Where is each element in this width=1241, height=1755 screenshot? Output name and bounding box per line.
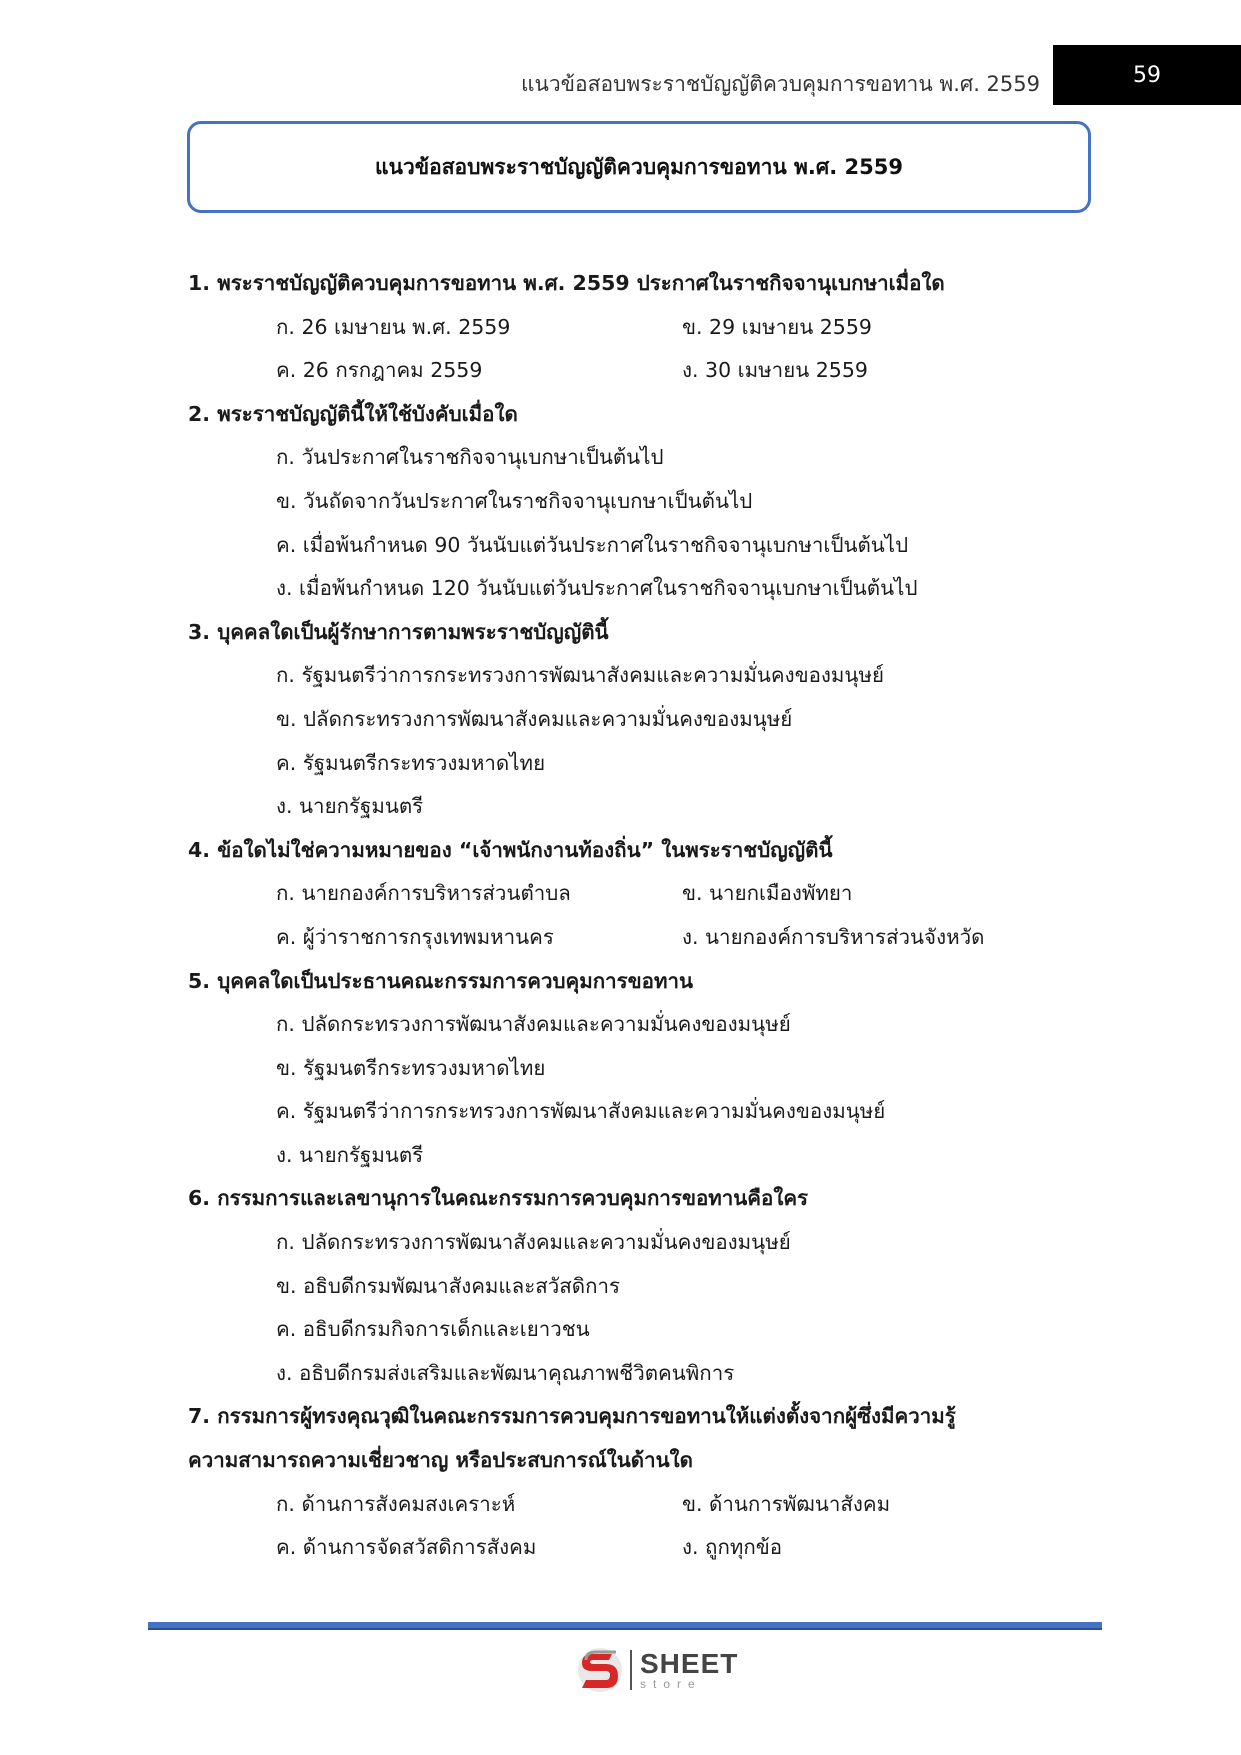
answer-option: ก. 26 เมษายน พ.ศ. 2559 <box>276 314 511 339</box>
sheet-store-logo <box>576 1644 738 1696</box>
answer-option: ค. ด้านการจัดสวัสดิการสังคม <box>276 1535 537 1560</box>
answer-option: ค. อธิบดีกรมกิจการเด็กและเยาวชน <box>276 1317 590 1342</box>
answer-option: ข. 29 เมษายน 2559 <box>682 314 872 339</box>
answer-option: ง. ถูกทุกข้อ <box>682 1535 783 1560</box>
answer-option: ข. ปลัดกระทรวงการพัฒนาสังคมและความมั่นคงของมนุษย์ <box>276 706 793 731</box>
answer-option: ค. ผู้ว่าราชการกรุงเทพมหานคร <box>276 924 554 949</box>
logo-wordmark: SHEET <box>640 1648 739 1679</box>
answer-option-row <box>188 916 1088 960</box>
answer-option: ง. เมื่อพ้นกำหนด 120 วันนับแต่วันประกาศในราชกิจจานุเบกษาเป็นต้นไป <box>276 576 918 601</box>
question-text: 4. ข้อใดไม่ใช่ความหมายของ “เจ้าพนักงานท้องถิ่น” ในพระราชบัญญัตินี้ <box>188 837 833 862</box>
answer-option: ก. ด้านการสังคมสงเคราะห์ <box>276 1491 516 1516</box>
running-header: แนวข้อสอบพระราชบัญญัติควบคุมการขอทาน พ.ศ. 2559 <box>520 72 1040 96</box>
answer-option: ข. รัฐมนตรีกระทรวงมหาดไทย <box>276 1055 546 1080</box>
answer-option: ก. ปลัดกระทรวงการพัฒนาสังคมและความมั่นคงของมนุษย์ <box>276 1012 791 1037</box>
answer-option: ข. นายกเมืองพัทยา <box>682 881 853 906</box>
answer-option: ง. นายกองค์การบริหารส่วนจังหวัด <box>682 924 985 949</box>
answer-option: ข. อธิบดีกรมพัฒนาสังคมและสวัสดิการ <box>276 1273 621 1298</box>
question-text: 6. กรรมการและเลขานุการในคณะกรรมการควบคุมการขอทานคือใคร <box>188 1186 809 1211</box>
answer-option: ก. นายกองค์การบริหารส่วนตำบล <box>276 881 571 906</box>
answer-option: ค. เมื่อพ้นกำหนด 90 วันนับแต่วันประกาศในราชกิจจานุเบกษาเป็นต้นไป <box>276 532 909 557</box>
answer-option: ง. อธิบดีกรมส่งเสริมและพัฒนาคุณภาพชีวิตคนพิการ <box>276 1360 735 1385</box>
question-text: 7. กรรมการผู้ทรงคุณวุฒิในคณะกรรมการควบคุมการขอทานให้แต่งตั้งจากผู้ซึ่งมีความรู้ <box>188 1404 956 1429</box>
question-text: 1. พระราชบัญญัติควบคุมการขอทาน พ.ศ. 2559 ประกาศในราชกิจจานุเบกษาเมื่อใด <box>188 271 945 295</box>
answer-option-row <box>188 306 1088 350</box>
question-list <box>188 262 1088 1570</box>
answer-option: ง. นายกรัฐมนตรี <box>276 1142 424 1167</box>
footer-divider <box>148 1622 1102 1630</box>
question-text: 2. พระราชบัญญัตินี้ให้ใช้บังคับเมื่อใด <box>188 401 518 426</box>
answer-option: ค. 26 กรกฎาคม 2559 <box>276 358 483 383</box>
sheet-s-logo-icon <box>576 1644 624 1696</box>
answer-option-row <box>188 1483 1088 1527</box>
answer-option: ก. วันประกาศในราชกิจจานุเบกษาเป็นต้นไป <box>276 445 664 470</box>
logo-subtext: store <box>640 1677 702 1691</box>
answer-option-row <box>188 349 1088 393</box>
document-title: แนวข้อสอบพระราชบัญญัติควบคุมการขอทาน พ.ศ. 2559 <box>375 154 903 179</box>
answer-option: ข. วันถัดจากวันประกาศในราชกิจจานุเบกษาเป็นต้นไป <box>276 488 753 513</box>
answer-option: ข. ด้านการพัฒนาสังคม <box>682 1491 891 1516</box>
answer-option: ง. 30 เมษายน 2559 <box>682 358 868 383</box>
question-text: 5. บุคคลใดเป็นประธานคณะกรรมการควบคุมการขอทาน <box>188 968 694 993</box>
page-number: 59 <box>1053 45 1241 105</box>
question-text: ความสามารถความเชี่ยวชาญ หรือประสบการณ์ในด้านใด <box>188 1448 693 1473</box>
answer-option: ค. รัฐมนตรีว่าการกระทรวงการพัฒนาสังคมและความมั่นคงของมนุษย์ <box>276 1099 886 1124</box>
answer-option: ค. รัฐมนตรีกระทรวงมหาดไทย <box>276 750 546 775</box>
answer-option: ง. นายกรัฐมนตรี <box>276 794 424 819</box>
answer-option-row <box>188 872 1088 916</box>
title-box <box>187 121 1091 213</box>
answer-option: ก. รัฐมนตรีว่าการกระทรวงการพัฒนาสังคมและความมั่นคงของมนุษย์ <box>276 663 884 688</box>
question-text: 3. บุคคลใดเป็นผู้รักษาการตามพระราชบัญญัตินี้ <box>188 619 609 644</box>
answer-option: ก. ปลัดกระทรวงการพัฒนาสังคมและความมั่นคงของมนุษย์ <box>276 1230 791 1255</box>
answer-option-row <box>188 1526 1088 1570</box>
